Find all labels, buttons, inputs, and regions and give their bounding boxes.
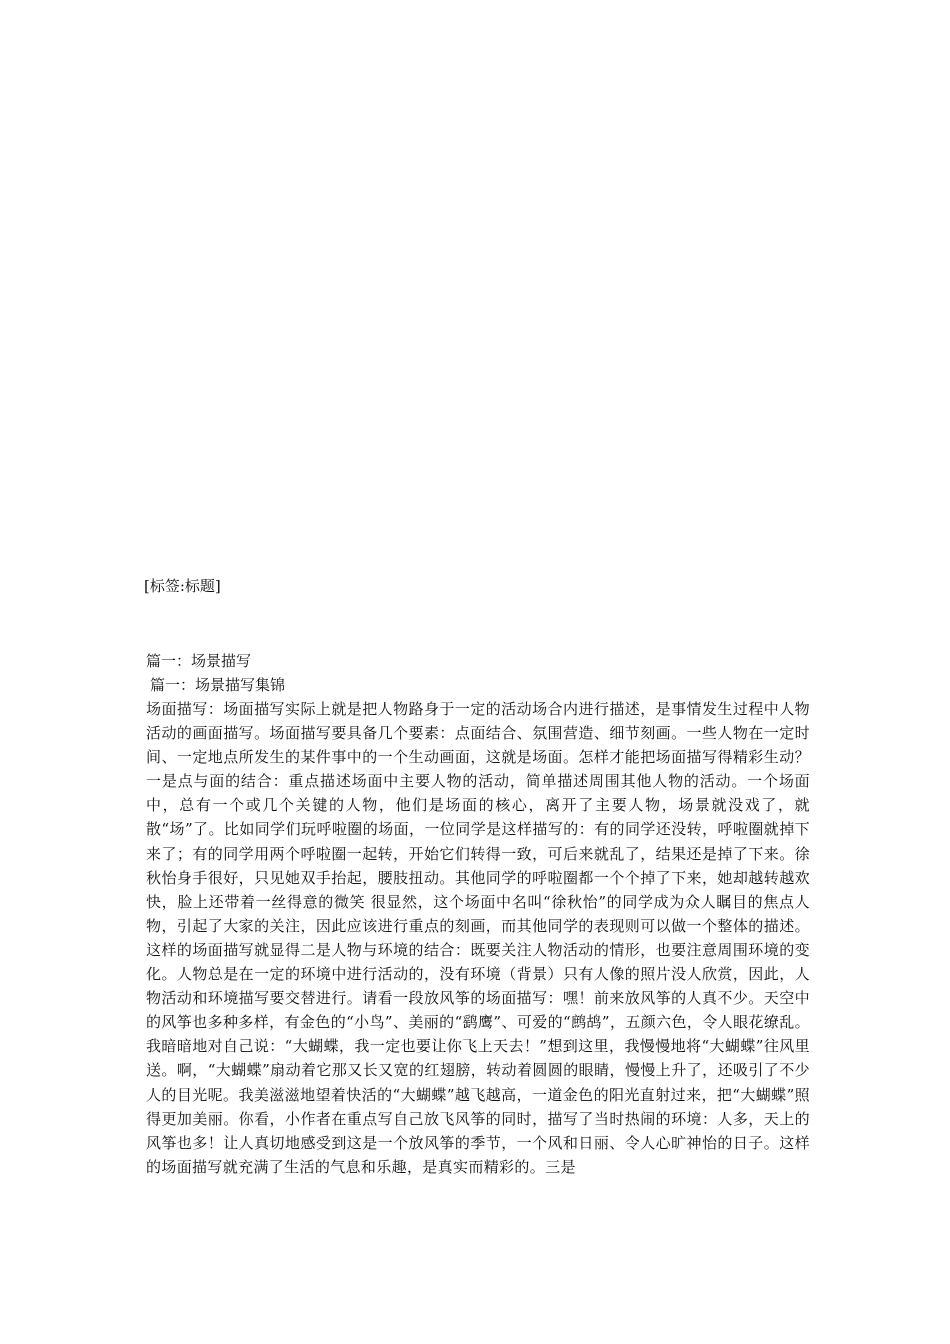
chapter-heading: 篇一：场景描写 [146, 652, 252, 670]
body-paragraph: 场面描写：场面描写实际上就是把人物路身于一定的活动场合内进行描述，是事情发生过程中人物活动的画面描写。场面描写要具备几个要素：点面结合、氛围营造、细节刻画。一些人物在一定时间、一定地点所发生的某件事中的一个生动画面，这就是场面。怎样才能把场面描写得精彩生动？一是点与面的结合：重点描述场面中主要人物的活动，简单描述周围其他人物的活动。一个场面中，总有一个或几个关键的人物，他们是场面的核心，离开了主要人物，场景就没戏了，就散“场”了。比如同学们玩呼啦圈的场面，一位同学是这样描写的：有的同学还没转，呼啦圈就掉下来了；有的同学用两个呼啦圈一起转，开始它们转得一致，可后来就乱了，结果还是掉了下来。徐秋怡身手很好，只见她双手抬起，腰肢扭动。其他同学的呼啦圈都一个个掉了下来，她却越转越欢快，脸上还带着一丝得意的微笑 很显然，这个场面中名叫“徐秋怡”的同学成为众人瞩目的焦点人物，引起了大家的关注，因此应该进行重点的刻画，而其他同学的表现则可以做一个整体的描述。这样的场面描写就显得二是人物与环境的结合：既要关注人物活动的情形，也要注意周围环境的变化。人物总是在一定的环境中进行活动的，没有环境（背景）只有人像的照片没人欣赏，因此，人物活动和环境描写要交替进行。请看一段放风筝的场面描写：嘿！前来放风筝的人真不少。天空中的风筝也多种多样，有金色的“小鸟”、美丽的“鹞鹰”、可爱的“鹧鸪”，五颜六色，令人眼花缭乱。我暗暗地对自己说：“大蝴蝶，我一定也要让你飞上天去！”想到这里，我慢慢地将“大蝴蝶”往风里送。啊，“大蝴蝶”扇动着它那又长又宽的红翅膀，转动着圆圆的眼睛，慢慢上升了，还吸引了不少人的目光呢。我美滋滋地望着快活的“大蝴蝶”越飞越高，一道金色的阳光直射过来，把“大蝴蝶”照得更加美丽。你看，小作者在重点写自己放飞风筝的同时，描写了当时热闹的环境：人多，天上的风筝也多！让人真切地感受到这是一个放风筝的季节，一个风和日丽、令人心旷神怡的日子。这样的场面描写就充满了生活的气息和乐趣，是真实而精彩的。三是 [146, 700, 810, 1176]
tag-label: [标签:标题] [144, 577, 221, 595]
section-subheading: 篇一：场景描写集锦 [150, 676, 286, 694]
